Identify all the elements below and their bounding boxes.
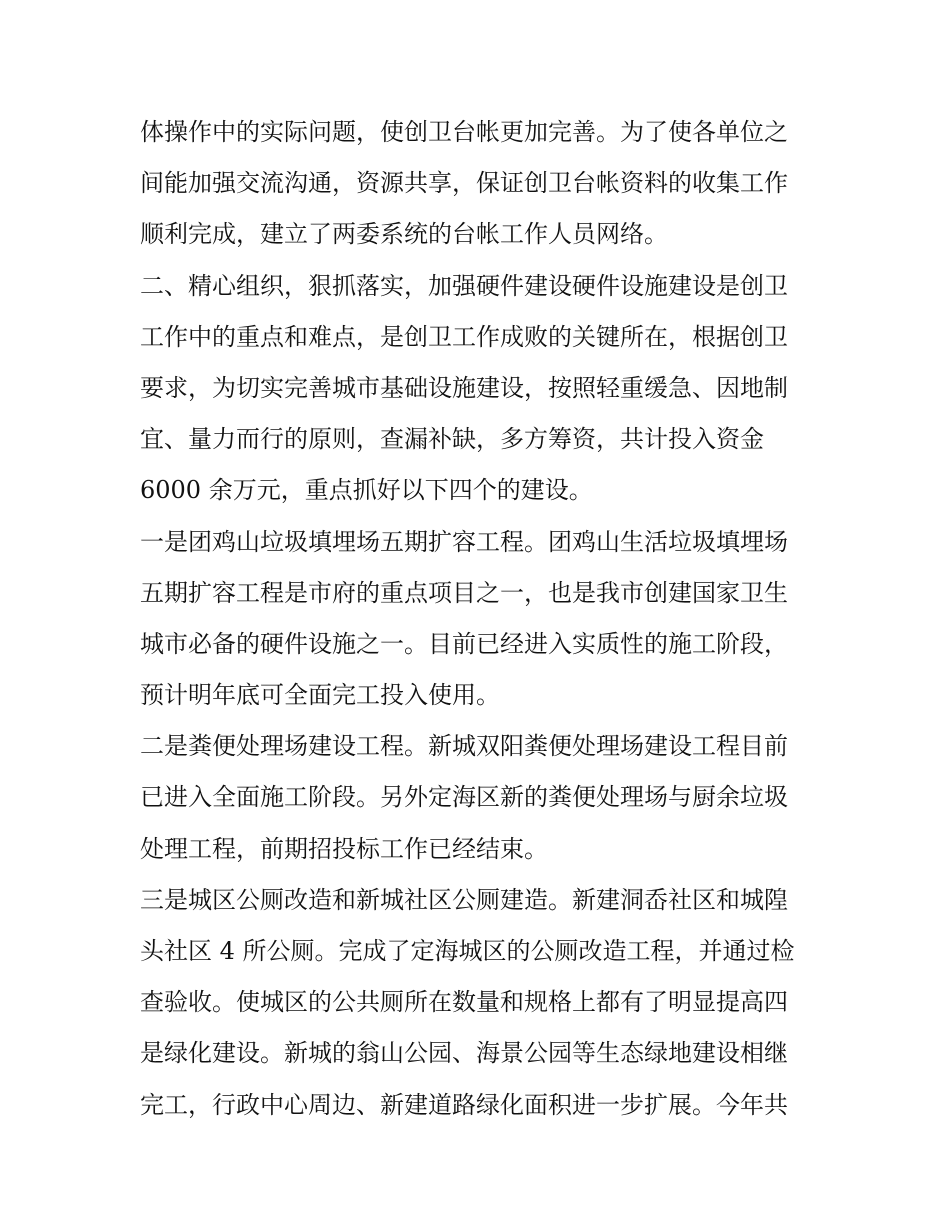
text-line: 五期扩容工程是市府的重点项目之一，也是我市创建国家卫生 <box>140 578 788 607</box>
text-line: 完工，行政中心周边、新建道路绿化面积进一步扩展。今年共 <box>140 1090 788 1119</box>
text-line: 要求，为切实完善城市基础设施建设，按照轻重缓急、因地制 <box>140 373 788 402</box>
text-line: 顺利完成，建立了两委系统的台帐工作人员网络。 <box>140 220 668 249</box>
text-line: 是绿化建设。新城的翁山公园、海景公园等生态绿地建设相继 <box>140 1039 788 1068</box>
body-text <box>140 107 820 1131</box>
text-line: 三是城区公厕改造和新城社区公厕建造。新建洞岙社区和城隍 <box>140 885 788 914</box>
text-line: 6000 余万元，重点抓好以下四个的建设。 <box>140 476 593 505</box>
text-line: 处理工程，前期招投标工作已经结束。 <box>140 834 548 863</box>
text-line: 查验收。使城区的公共厕所在数量和规格上都有了明显提高四 <box>140 988 788 1017</box>
text-line: 二是粪便处理场建设工程。新城双阳粪便处理场建设工程目前 <box>140 732 788 761</box>
text-line: 宜、量力而行的原则，查漏补缺，多方筹资，共计投入资金 <box>140 425 764 454</box>
text-line: 已进入全面施工阶段。另外定海区新的粪便处理场与厨余垃圾 <box>140 783 788 812</box>
text-line: 头社区 4 所公厕。完成了定海城区的公厕改造工程，并通过检 <box>140 937 795 965</box>
text-line: 间能加强交流沟通，资源共享，保证创卫台帐资料的收集工作 <box>140 169 788 198</box>
text-line: 城市必备的硬件设施之一。目前已经进入实质性的施工阶段， <box>140 629 788 658</box>
text-line: 预计明年底可全面完工投入使用。 <box>140 681 500 710</box>
text-line: 工作中的重点和难点，是创卫工作成败的关键所在，根据创卫 <box>140 322 788 351</box>
text-line: 体操作中的实际问题，使创卫台帐更加完善。为了使各单位之 <box>140 118 788 146</box>
text-line: 一是团鸡山垃圾填埋场五期扩容工程。团鸡山生活垃圾填埋场 <box>140 527 788 556</box>
text-line: 二、精心组织，狠抓落实，加强硬件建设硬件设施建设是创卫 <box>140 271 788 300</box>
